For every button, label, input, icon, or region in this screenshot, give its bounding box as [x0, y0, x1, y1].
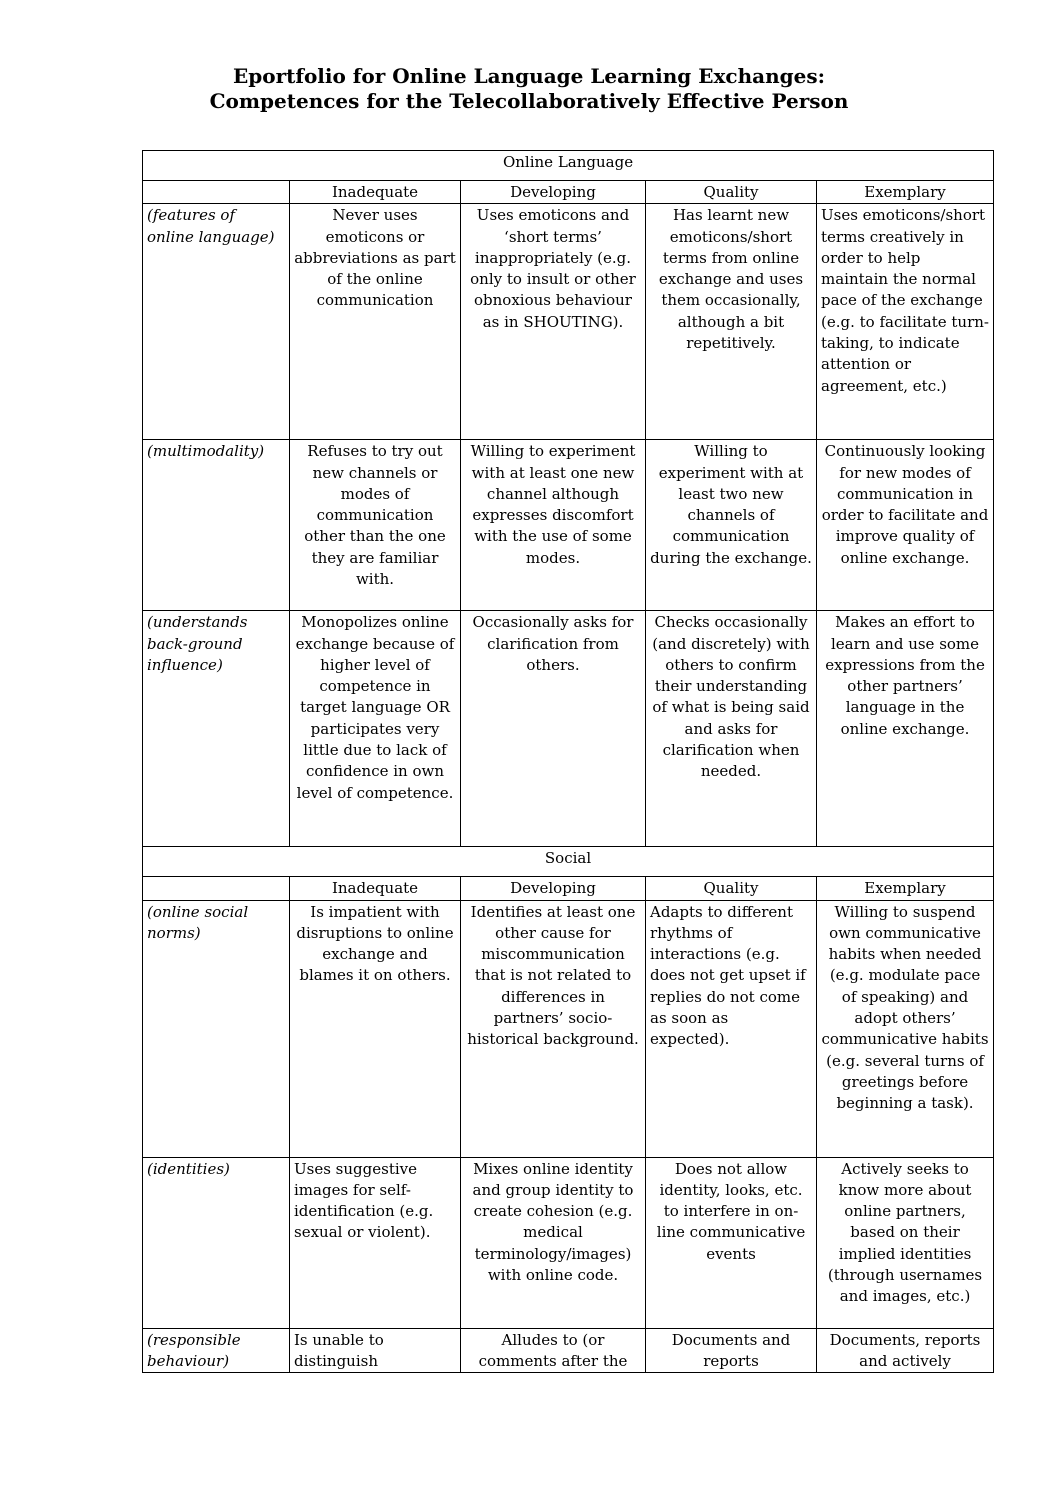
title-line-2: Competences for the Telecollaboratively Effective Person	[209, 89, 849, 113]
level-header-row	[143, 181, 994, 204]
table-row	[143, 1328, 994, 1373]
exemplary-cell: Documents, reports and actively	[817, 1328, 994, 1373]
criterion-cell: (identities)	[143, 1157, 290, 1328]
title-line-1: Eportfolio for Online Language Learning Exchanges:	[233, 64, 825, 88]
inadequate-cell: Is impatient with disruptions to online exchange and blames it on others.	[290, 900, 461, 1157]
rubric-table	[142, 150, 994, 1373]
level-header-row	[143, 877, 994, 900]
quality-cell: Does not allow identity, looks, etc. to interfere in on-line communicative events	[646, 1157, 817, 1328]
level-header: Quality	[646, 181, 817, 204]
level-header: Inadequate	[290, 877, 461, 900]
table-row	[143, 611, 994, 847]
inadequate-cell: Never uses emoticons or abbreviations as part of the online communication	[290, 204, 461, 440]
quality-cell: Willing to experiment with at least two new channels of communication during the exchange.	[646, 440, 817, 611]
header-blank	[143, 181, 290, 204]
level-header: Developing	[461, 877, 646, 900]
level-header: Developing	[461, 181, 646, 204]
quality-cell: Adapts to different rhythms of interactions (e.g. does not get upset if replies do not come as soon as expected).	[646, 900, 817, 1157]
criterion-cell: (responsible behaviour)	[143, 1328, 290, 1373]
level-header: Inadequate	[290, 181, 461, 204]
criterion-cell: (multimodality)	[143, 440, 290, 611]
quality-cell: Checks occasionally (and discretely) with others to confirm their understanding of what is being said and asks for clarification when needed.	[646, 611, 817, 847]
inadequate-cell: Refuses to try out new channels or modes of communication other than the one they are familiar with.	[290, 440, 461, 611]
table-row	[143, 900, 994, 1157]
inadequate-cell: Is unable to distinguish	[290, 1328, 461, 1373]
developing-cell: Identifies at least one other cause for miscommunication that is not related to differences in partners’ socio-historical background.	[461, 900, 646, 1157]
section-heading: Social	[143, 847, 994, 877]
exemplary-cell: Actively seeks to know more about online partners, based on their implied identities (through usernames and images, etc.)	[817, 1157, 994, 1328]
table-row	[143, 204, 994, 440]
section-heading-row	[143, 151, 994, 181]
level-header: Exemplary	[817, 181, 994, 204]
quality-cell: Has learnt new emoticons/short terms from online exchange and uses them occasionally, although a bit repetitively.	[646, 204, 817, 440]
criterion-cell: (online social norms)	[143, 900, 290, 1157]
criterion-cell: (understands back-ground influence)	[143, 611, 290, 847]
table-row	[143, 440, 994, 611]
table-row	[143, 1157, 994, 1328]
developing-cell: Occasionally asks for clarification from others.	[461, 611, 646, 847]
developing-cell: Mixes online identity and group identity to create cohesion (e.g. medical terminology/images) with online code.	[461, 1157, 646, 1328]
exemplary-cell: Continuously looking for new modes of communication in order to facilitate and improve quality of online exchange.	[817, 440, 994, 611]
section-heading: Online Language	[143, 151, 994, 181]
document-title	[0, 64, 1058, 114]
exemplary-cell: Makes an effort to learn and use some expressions from the other partners’ language in the online exchange.	[817, 611, 994, 847]
inadequate-cell: Monopolizes online exchange because of higher level of competence in target language OR participates very little due to lack of confidence in own level of competence.	[290, 611, 461, 847]
inadequate-cell: Uses suggestive images for self-identification (e.g. sexual or violent).	[290, 1157, 461, 1328]
level-header: Exemplary	[817, 877, 994, 900]
quality-cell: Documents and reports	[646, 1328, 817, 1373]
level-header: Quality	[646, 877, 817, 900]
developing-cell: Uses emoticons and ‘short terms’ inappropriately (e.g. only to insult or other obnoxious behaviour as in SHOUTING).	[461, 204, 646, 440]
criterion-cell: (features of online language)	[143, 204, 290, 440]
developing-cell: Willing to experiment with at least one new channel although expresses discomfort with the use of some modes.	[461, 440, 646, 611]
exemplary-cell: Willing to suspend own communicative habits when needed (e.g. modulate pace of speaking) and adopt others’ communicative habits (e.g. several turns of greetings before beginning a task).	[817, 900, 994, 1157]
header-blank	[143, 877, 290, 900]
exemplary-cell: Uses emoticons/short terms creatively in order to help maintain the normal pace of the exchange (e.g. to facilitate turn-taking, to indicate attention or agreement, etc.)	[817, 204, 994, 440]
section-heading-row	[143, 847, 994, 877]
developing-cell: Alludes to (or comments after the	[461, 1328, 646, 1373]
